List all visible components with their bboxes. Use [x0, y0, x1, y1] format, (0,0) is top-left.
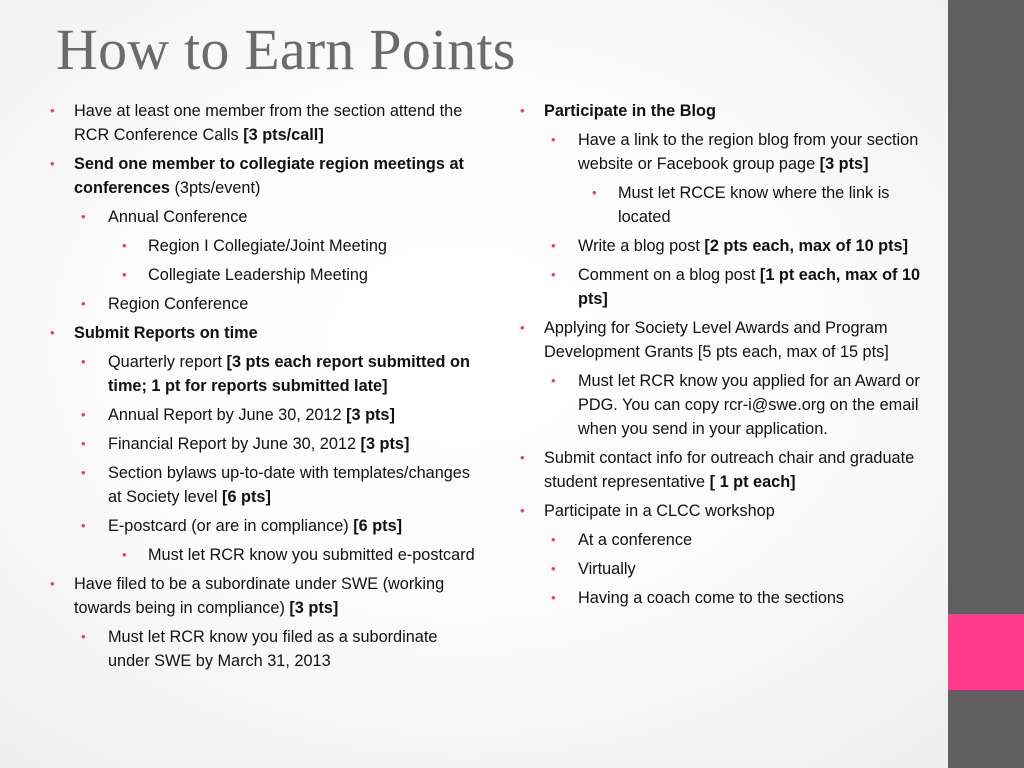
bullet-text: Region I Collegiate/Joint Meeting: [148, 237, 387, 255]
bullet-icon: •: [551, 132, 556, 147]
bullet-text-bold: [3 pts each report submitted on time; 1 pt for reports submitted late]: [108, 353, 470, 395]
bullet-icon: •: [50, 156, 55, 171]
bullet-icon: •: [81, 436, 86, 451]
bullet-text: Section bylaws up-to-date with templates/changes at Society level: [108, 464, 471, 506]
bullet-item-level-2: [48, 461, 480, 509]
bullet-icon: •: [50, 576, 55, 591]
bullet-icon: •: [50, 325, 55, 340]
bullet-item-level-1: [518, 99, 946, 123]
bullet-text: E-postcard (or are in compliance): [108, 517, 354, 535]
bullet-text: Annual Conference: [108, 208, 248, 226]
bullet-item-level-2: [48, 403, 480, 427]
bullet-item-level-2: [48, 432, 480, 456]
bullet-item-level-3: [48, 234, 480, 258]
bullet-text-bold: [6 pts]: [353, 517, 403, 535]
bullet-text-bold: [3 pts]: [819, 155, 869, 173]
bullet-icon: •: [520, 450, 525, 465]
bullet-icon: •: [551, 373, 556, 388]
bullet-item-level-1: [518, 316, 946, 364]
bullet-text: Financial Report by June 30, 2012: [108, 435, 361, 453]
bullet-item-level-2: [518, 128, 946, 176]
bullet-item-level-1: [518, 499, 946, 523]
bullet-item-level-2: [48, 205, 480, 229]
bullet-icon: •: [520, 503, 525, 518]
bullet-text-bold: [3 pts/call]: [243, 126, 324, 144]
bullet-text-bold: Send one member to collegiate region meetings at conferences: [74, 155, 464, 197]
bullet-icon: •: [592, 185, 597, 200]
bullet-text-bold: [3 pts]: [360, 435, 410, 453]
slide-title: How to Earn Points: [56, 17, 516, 82]
bullet-text: (3pts/event): [169, 179, 261, 197]
bullet-item-level-3: [518, 181, 946, 229]
bullet-text: Quarterly report: [108, 353, 227, 371]
bullet-item-level-1: [48, 321, 480, 345]
bullet-item-level-1: [518, 446, 946, 494]
bullet-icon: •: [551, 238, 556, 253]
bullet-icon: •: [551, 561, 556, 576]
right-column: [518, 99, 946, 615]
bullet-item-level-2: [518, 263, 946, 311]
bullet-text: Applying for Society Level Awards and Program Development Grants [5 pts each, max of 15 pts]: [544, 319, 889, 361]
bullet-text-bold: Participate in the Blog: [544, 102, 716, 120]
bullet-text: Must let RCR know you applied for an Award or PDG. You can copy rcr-i@swe.org on the email when you send in your application.: [578, 372, 920, 438]
bullet-icon: •: [520, 320, 525, 335]
bullet-icon: •: [551, 267, 556, 282]
bullet-text: Annual Report by June 30, 2012: [108, 406, 347, 424]
bullet-item-level-2: [518, 234, 946, 258]
bullet-icon: •: [81, 465, 86, 480]
bullet-icon: •: [81, 407, 86, 422]
bullet-text: At a conference: [578, 531, 693, 549]
bullet-text: Must let RCCE know where the link is located: [618, 184, 890, 226]
bullet-text: Participate in a CLCC workshop: [544, 502, 775, 520]
bullet-icon: •: [122, 267, 127, 282]
bullet-icon: •: [122, 547, 127, 562]
bullet-text-bold: [ 1 pt each]: [709, 473, 796, 491]
bullet-text: Region Conference: [108, 295, 249, 313]
bullet-text-bold: [3 pts]: [289, 599, 339, 617]
bullet-item-level-2: [518, 369, 946, 441]
bullet-text: Must let RCR know you filed as a subordinate under SWE by March 31, 2013: [108, 628, 438, 670]
bullet-text: Have filed to be a subordinate under SWE (working towards being in compliance): [74, 575, 445, 617]
bullet-icon: •: [81, 354, 86, 369]
bullet-text: Have at least one member from the section attend the RCR Conference Calls: [74, 102, 463, 144]
bullet-icon: •: [551, 590, 556, 605]
bullet-text: Write a blog post: [578, 237, 705, 255]
left-column: [48, 99, 480, 678]
bullet-text-bold: [2 pts each, max of 10 pts]: [704, 237, 908, 255]
sidebar-accent-block: [948, 614, 1024, 690]
bullet-text-bold: [1 pt each, max of 10 pts]: [578, 266, 921, 308]
right-bullet-list: [518, 99, 946, 610]
bullet-item-level-2: [518, 528, 946, 552]
bullet-text: Must let RCR know you submitted e-postcard: [148, 546, 475, 564]
bullet-item-level-1: [48, 572, 480, 620]
bullet-icon: •: [81, 209, 86, 224]
bullet-icon: •: [81, 296, 86, 311]
bullet-icon: •: [81, 518, 86, 533]
bullet-item-level-2: [48, 625, 480, 673]
left-bullet-list: [48, 99, 480, 673]
bullet-icon: •: [551, 532, 556, 547]
bullet-item-level-2: [48, 292, 480, 316]
bullet-item-level-1: [48, 99, 480, 147]
bullet-icon: •: [520, 103, 525, 118]
bullet-icon: •: [50, 103, 55, 118]
bullet-icon: •: [122, 238, 127, 253]
bullet-text: Submit contact info for outreach chair and graduate student representative: [544, 449, 915, 491]
bullet-text-bold: Submit Reports on time: [74, 324, 258, 342]
bullet-text: Collegiate Leadership Meeting: [148, 266, 368, 284]
bullet-text: Having a coach come to the sections: [578, 589, 845, 607]
bullet-item-level-1: [48, 152, 480, 200]
bullet-item-level-3: [48, 543, 480, 567]
bullet-text: Virtually: [578, 560, 636, 578]
bullet-item-level-2: [518, 557, 946, 581]
bullet-text-bold: [3 pts]: [346, 406, 395, 424]
bullet-item-level-2: [48, 350, 480, 398]
bullet-item-level-2: [518, 586, 946, 610]
bullet-item-level-3: [48, 263, 480, 287]
bullet-text: Have a link to the region blog from your section website or Facebook group page: [578, 131, 919, 173]
bullet-icon: •: [81, 629, 86, 644]
bullet-text-bold: [6 pts]: [222, 488, 271, 506]
bullet-text: Comment on a blog post: [578, 266, 760, 284]
bullet-item-level-2: [48, 514, 480, 538]
